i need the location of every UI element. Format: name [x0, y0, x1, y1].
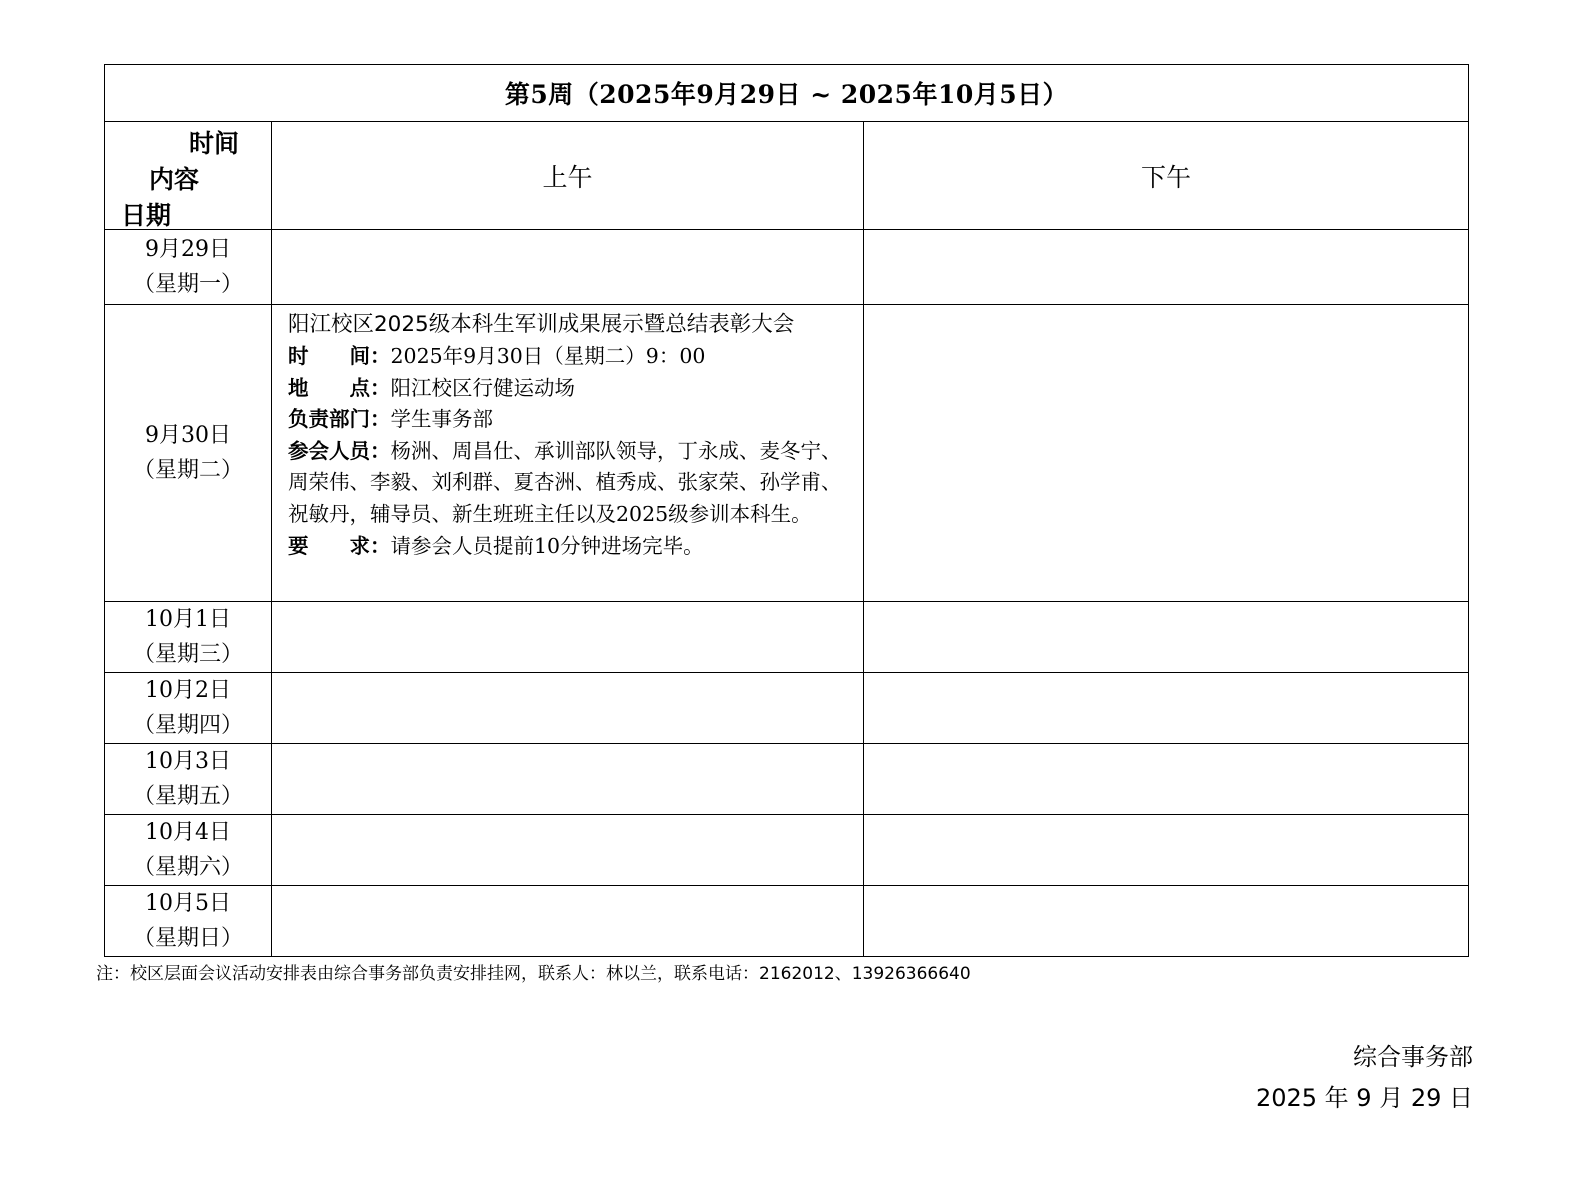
date-cell: [105, 230, 272, 305]
corner-time-label: 时间: [189, 129, 240, 158]
weekday-label: （星期三）: [132, 642, 243, 667]
afternoon-cell: [864, 744, 1469, 815]
table-row: [105, 886, 1469, 957]
corner-date-label: 日期: [121, 201, 172, 230]
event-time-line: [288, 341, 849, 373]
morning-cell: [272, 815, 864, 886]
morning-cell: [272, 230, 864, 305]
date-cell: [105, 886, 272, 957]
afternoon-cell: [864, 815, 1469, 886]
event-req-value: 请参会人员提前10分钟进场完毕。: [390, 533, 704, 558]
event-dept-label: 负责部门：: [288, 407, 391, 432]
table-row: [105, 230, 1469, 305]
date-label: 10月5日: [145, 891, 231, 916]
event-attendees-label: 参会人员：: [288, 438, 391, 463]
date-cell: [105, 602, 272, 673]
date-label: 10月2日: [145, 678, 231, 703]
weekday-label: （星期五）: [132, 784, 243, 809]
date-cell: [105, 744, 272, 815]
event-req-line: [288, 531, 849, 563]
weekday-label: （星期日）: [132, 926, 243, 951]
date-label: 9月29日: [145, 237, 231, 262]
morning-cell: [272, 305, 864, 602]
weekday-label: （星期六）: [132, 855, 243, 880]
date-label: 10月3日: [145, 749, 231, 774]
event-dept-value: 学生事务部: [390, 407, 493, 432]
event-time-value: 2025年9月30日（星期二）9：00: [390, 344, 706, 368]
afternoon-header: 下午: [864, 122, 1469, 230]
morning-cell: [272, 744, 864, 815]
date-label: 9月30日: [145, 423, 231, 448]
event-title: 阳江校区2025级本科生军训成果展示暨总结表彰大会: [288, 312, 795, 337]
morning-cell: [272, 602, 864, 673]
date-label: 10月4日: [145, 820, 231, 845]
table-row: [105, 602, 1469, 673]
week-title: 第5周（2025年9月29日 ~ 2025年10月5日）: [105, 65, 1469, 122]
event-place-line: [288, 373, 849, 405]
weekday-label: （星期二）: [132, 458, 243, 483]
date-cell: [105, 305, 272, 602]
event-attendees-value: 杨洲、周昌仕、承训部队领导，丁永成、麦冬宁、周荣伟、李毅、刘利群、夏杏洲、植秀成、张家荣、孙学甫、祝敏丹，辅导员、新生班班主任以及2025级参训本科生。: [288, 438, 842, 526]
table-row: [105, 305, 1469, 602]
table-row: [105, 815, 1469, 886]
signature-date: 2025 年 9 月 29 日: [1255, 1084, 1473, 1112]
date-cell: [105, 815, 272, 886]
table-row: [105, 673, 1469, 744]
afternoon-cell: [864, 886, 1469, 957]
afternoon-cell: [864, 230, 1469, 305]
corner-header: [105, 122, 272, 230]
morning-cell: [272, 886, 864, 957]
event-time-label: 时 间：: [288, 344, 391, 368]
corner-content-label: 内容: [149, 165, 200, 194]
date-label: 10月1日: [145, 607, 231, 632]
footnote: 注：校区层面会议活动安排表由综合事务部负责安排挂网，联系人：林以兰，联系电话：2162012、13926366640: [96, 964, 971, 984]
morning-cell: [272, 673, 864, 744]
event-dept-line: [288, 404, 849, 436]
afternoon-cell: [864, 673, 1469, 744]
signature-org: 综合事务部: [1353, 1043, 1473, 1071]
morning-header: 上午: [272, 122, 864, 230]
schedule-table: [104, 64, 1469, 957]
event-place-value: 阳江校区行健运动场: [390, 375, 575, 400]
event-req-label: 要 求：: [288, 533, 391, 558]
afternoon-cell: [864, 602, 1469, 673]
weekday-label: （星期一）: [132, 272, 243, 297]
afternoon-cell: [864, 305, 1469, 602]
event-place-label: 地 点：: [288, 375, 391, 400]
event-attendees-line: [288, 436, 849, 531]
weekday-label: （星期四）: [132, 713, 243, 738]
table-row: [105, 744, 1469, 815]
date-cell: [105, 673, 272, 744]
